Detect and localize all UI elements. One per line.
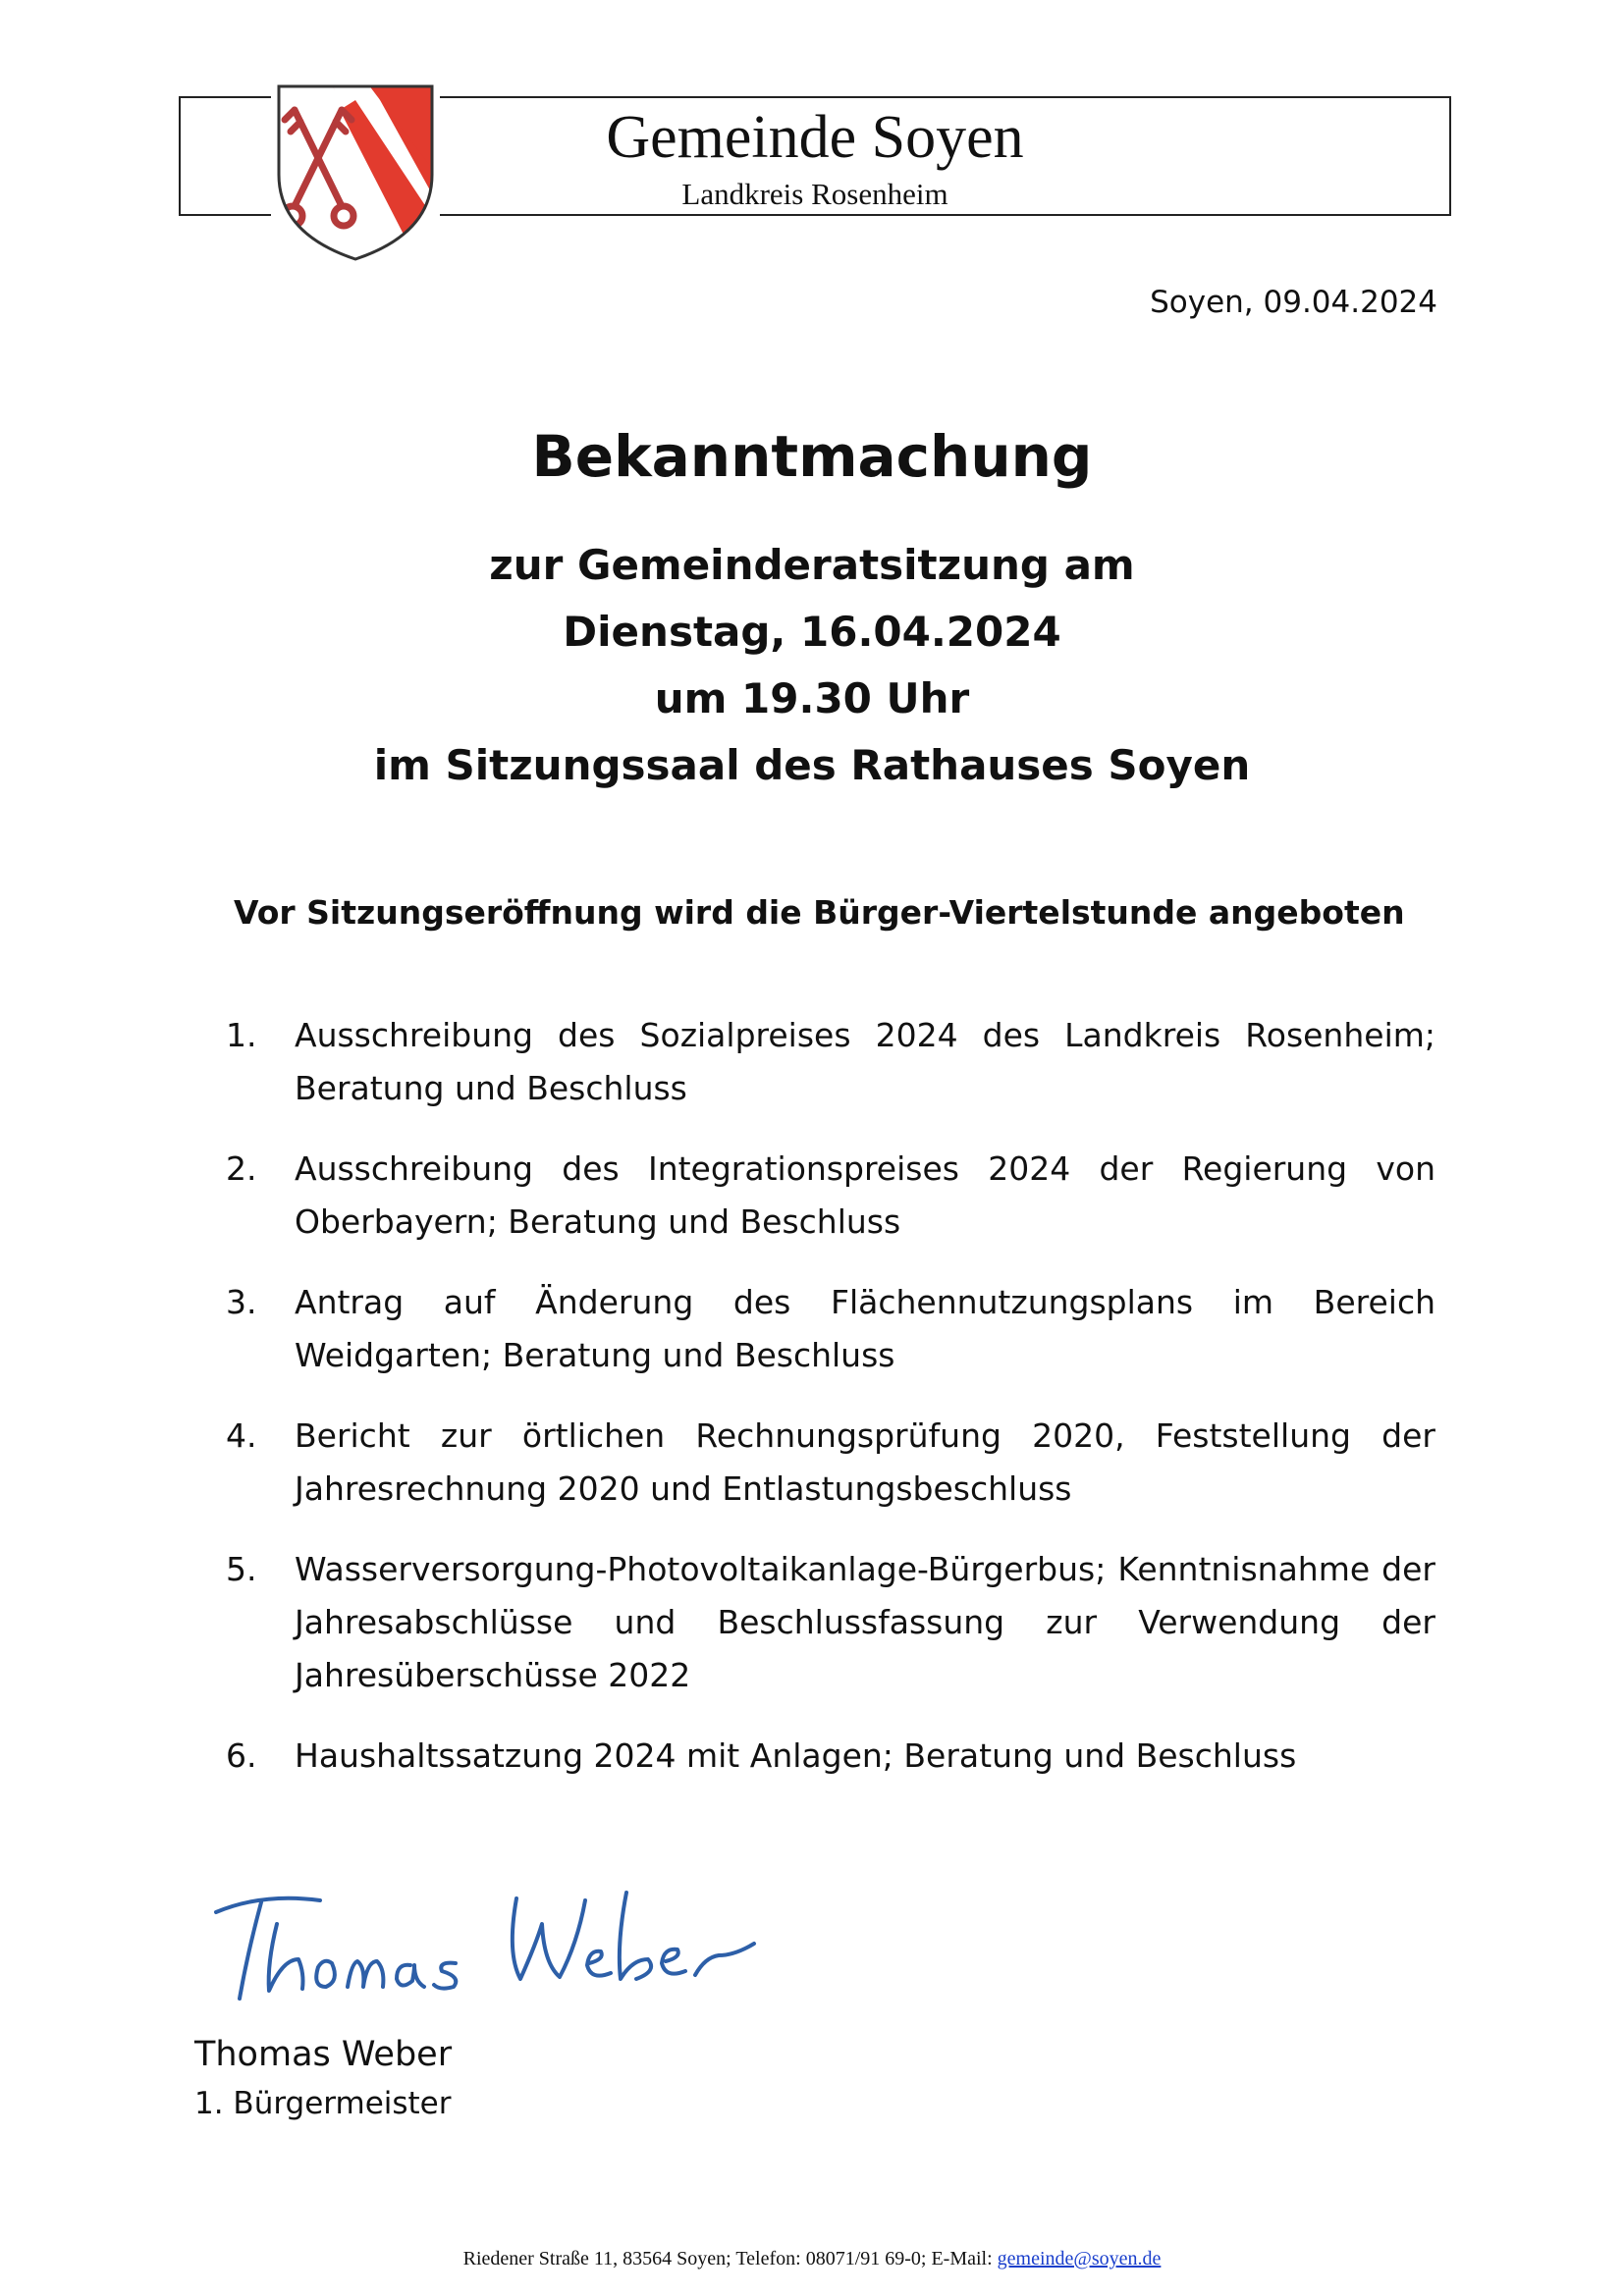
footer-address: Riedener Straße 11, 83564 Soyen; Telefon: 08071/91 69-0; E-Mail: — [462, 2248, 998, 2269]
agenda-item — [226, 1276, 1435, 1382]
footer-contact — [0, 2246, 1624, 2271]
agenda-item-number: 2. — [226, 1149, 257, 1188]
meeting-line-1: zur Gemeinderatsitzung am — [489, 541, 1135, 589]
agenda-item-number: 6. — [226, 1736, 257, 1775]
agenda-item-text: Antrag auf Änderung des Flächennutzungsplans im Bereich Weidgarten; Beratung und Beschluss — [295, 1283, 1435, 1374]
agenda-item-number: 3. — [226, 1283, 257, 1321]
document-date: Soyen, 09.04.2024 — [1150, 285, 1437, 320]
district-name: Landkreis Rosenheim — [681, 177, 948, 211]
agenda-item-number: 5. — [226, 1550, 257, 1588]
signer-role: 1. Bürgermeister — [194, 2086, 452, 2121]
agenda-item-text: Haushaltssatzung 2024 mit Anlagen; Beratung und Beschluss — [295, 1736, 1297, 1775]
agenda-item-number: 4. — [226, 1416, 257, 1455]
crest-graphic — [271, 80, 440, 263]
meeting-line-2: Dienstag, 16.04.2024 — [563, 608, 1061, 656]
meeting-line-4: im Sitzungssaal des Rathauses Soyen — [373, 741, 1251, 789]
agenda-list — [226, 1009, 1435, 1810]
coat-of-arms-icon — [271, 80, 440, 263]
agenda-item — [226, 1410, 1435, 1516]
agenda-item — [226, 1543, 1435, 1702]
meeting-line-3: um 19.30 Uhr — [654, 674, 970, 722]
agenda-item — [226, 1730, 1435, 1783]
citizen-quarter-hour-note: Vor Sitzungseröffnung wird die Bürger-Viertelstunde angeboten — [234, 893, 1405, 932]
signer-name: Thomas Weber — [194, 2035, 453, 2074]
agenda-item — [226, 1009, 1435, 1115]
agenda-item — [226, 1143, 1435, 1249]
meeting-details — [0, 532, 1624, 799]
organization-name: Gemeinde Soyen — [606, 104, 1024, 171]
document-title: Bekanntmachung — [531, 423, 1093, 490]
signature-graphic — [204, 1865, 774, 2012]
agenda-item-text: Ausschreibung des Sozialpreises 2024 des Landkreis Rosenheim; Beratung und Beschluss — [295, 1016, 1435, 1107]
agenda-item-text: Ausschreibung des Integrationspreises 2024 der Regierung von Oberbayern; Beratung und Beschluss — [295, 1149, 1435, 1241]
handwritten-signature — [204, 1865, 774, 2012]
agenda-item-text: Wasserversorgung-Photovoltaikanlage-Bürgerbus; Kenntnisnahme der Jahresabschlüsse und Beschlussfassung zur Verwendung der Jahresüberschüsse 2022 — [295, 1550, 1435, 1694]
agenda-item-number: 1. — [226, 1016, 257, 1054]
agenda-item-text: Bericht zur örtlichen Rechnungsprüfung 2020, Feststellung der Jahresrechnung 2020 und Entlastungsbeschluss — [295, 1416, 1435, 1508]
email-link[interactable]: gemeinde@soyen.de — [997, 2248, 1162, 2269]
